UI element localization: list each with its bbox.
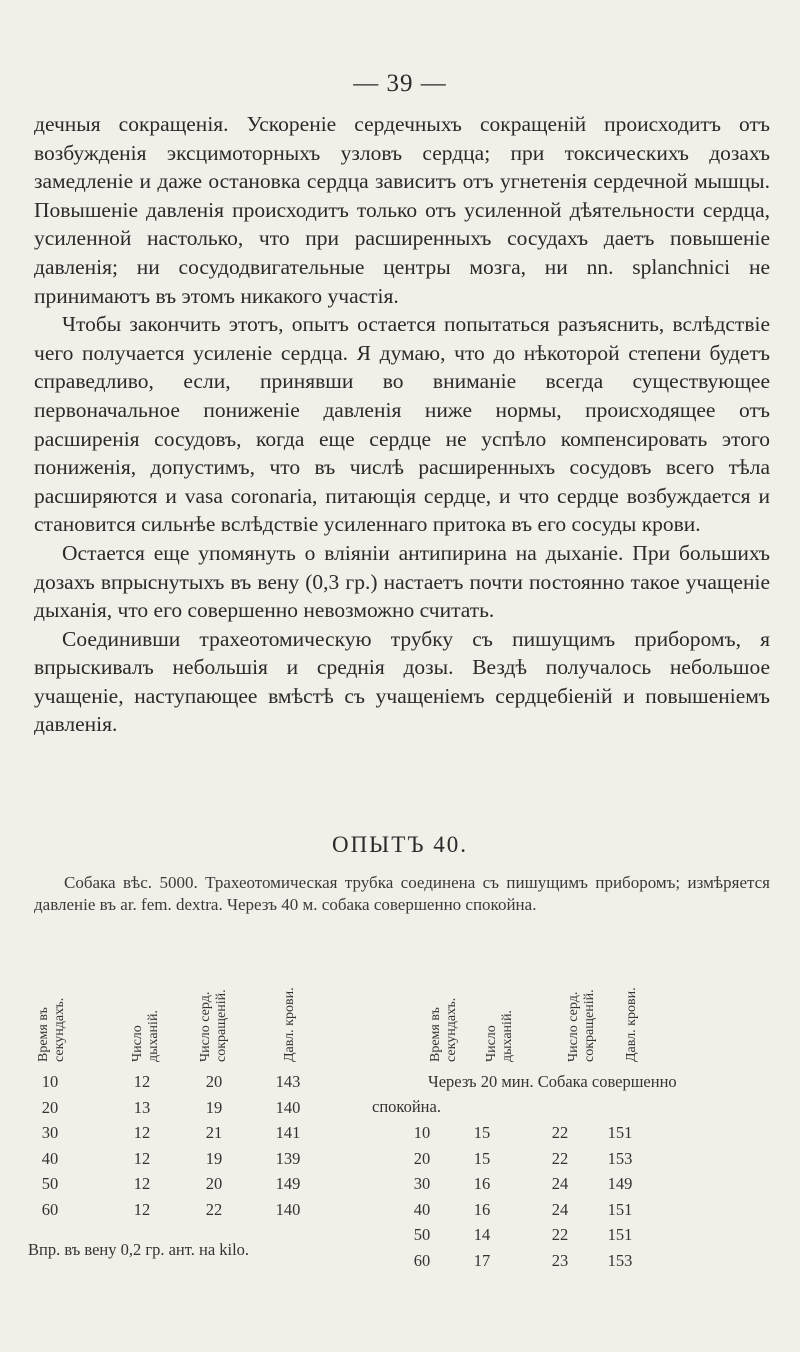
- left-table-cell: 12: [133, 1148, 151, 1168]
- right-table-cell: 22: [551, 1225, 569, 1244]
- right-table-cell: 23: [551, 1250, 569, 1270]
- header-pressure-right: Давл. крови.: [624, 987, 639, 1062]
- right-table-cell: 24: [551, 1199, 569, 1219]
- right-table-cell: 40: [413, 1199, 431, 1219]
- right-table-cell: 153: [607, 1148, 633, 1168]
- left-table-cell: 20: [205, 1072, 223, 1091]
- right-table-cell: 22: [551, 1123, 569, 1142]
- intro-text: Собака вѣс. 5000. Трахеотомическая трубка соединена съ пишущимъ приборомъ; измѣряется давленіе въ ar. fem. dextra. Черезъ 40 м. собака совершенно спокойна.: [34, 873, 770, 914]
- right-table-cell: 14: [473, 1225, 491, 1244]
- right-table-cell: 22: [551, 1148, 569, 1168]
- right-table-cell: 151: [607, 1123, 633, 1142]
- left-table-cell: 30: [41, 1123, 59, 1142]
- header-time-left: Время въ секундахъ.: [36, 997, 67, 1062]
- right-table-cell: 151: [607, 1225, 633, 1244]
- left-table-cell: 60: [41, 1199, 59, 1219]
- body-text: [34, 110, 770, 739]
- left-table-cell: 20: [41, 1097, 59, 1117]
- left-table-cell: 12: [133, 1072, 151, 1091]
- right-table-cell: 151: [607, 1199, 633, 1219]
- left-table-cell: 20: [205, 1174, 223, 1193]
- right-table-cell: 16: [473, 1174, 491, 1193]
- paragraph: Чтобы закончить этотъ, опытъ остается попытаться разъяснить, вслѣдствіе чего получается усиленіе сердца. Я думаю, что до нѣкоторой степени будетъ справедливо, если, принявши во вниманіе всегда существующее первоначальное пониженіе давленія ниже нормы, происходящее отъ расширенія сосудовъ, когда еще сердце не успѣло компенсировать этого пониженія, допустимъ, что въ числѣ расширенныхъ сосудовъ всего тѣла расширяются и vasa coronaria, питающія сердце, и что сердце возбуждается и становится сильнѣе вслѣдствіе усиленнаго притока въ его сосуды крови.: [34, 312, 770, 537]
- right-table-cell: 20: [413, 1148, 431, 1168]
- left-table-cell: 19: [205, 1148, 223, 1168]
- left-table-cell: 50: [41, 1174, 59, 1193]
- header-resp-right: Число дыханій.: [484, 1010, 515, 1062]
- left-table-cell: 149: [275, 1174, 301, 1193]
- experiment-intro: [34, 872, 770, 915]
- paragraph: дечныя сокращенія. Ускореніе сердечныхъ сокращеній происходитъ отъ возбужденія эксцимоторныхъ узловъ сердца; при токсическихъ дозахъ замедленіе и даже остановка сердца зависитъ отъ угнетенія сердечной мышцы. Повышеніе давленія происходитъ только отъ усиленной дѣятельности сердца, усиленной настолько, что при расширенныхъ сосудахъ даетъ повышеніе давленія; ни сосудодвигательные центры мозга, ни nn. splanchnici не принимаютъ въ этомъ никакого участія.: [34, 112, 770, 308]
- right-table-cell: 16: [473, 1199, 491, 1219]
- left-table-cell: 13: [133, 1097, 151, 1117]
- left-table-cell: 143: [275, 1072, 301, 1091]
- right-note: Черезъ 20 мин. Собака совершенно: [428, 1072, 677, 1091]
- page-number: — 39 —: [353, 70, 447, 97]
- left-table-cell: 140: [275, 1097, 301, 1117]
- left-table-cell: 139: [275, 1148, 301, 1168]
- left-table-cell: 21: [205, 1123, 223, 1142]
- paragraph: Соединивши трахеотомическую трубку съ пишущимъ приборомъ, я впрыскивалъ небольшія и среднія дозы. Вездѣ получалось небольшое учащеніе, наступающее вмѣстѣ съ учащеніемъ сердцебіеній и повышеніемъ давленія.: [34, 626, 770, 737]
- right-note-cont: спокойна.: [372, 1097, 441, 1116]
- left-table-cell: 12: [133, 1123, 151, 1142]
- header-resp-left: Число дыханій.: [130, 1010, 161, 1062]
- left-table-cell: 19: [205, 1097, 223, 1117]
- left-table-cell: 22: [205, 1199, 223, 1219]
- right-table-cell: 60: [413, 1250, 431, 1270]
- left-table-cell: 12: [133, 1174, 151, 1193]
- header-heart-right: Число серд. сокращеній.: [566, 989, 597, 1062]
- left-table-cell: 141: [275, 1123, 301, 1142]
- header-time-right: Время въ секундахъ.: [428, 997, 459, 1062]
- right-table-cell: 50: [413, 1225, 431, 1244]
- injection-note: Впр. въ вену 0,2 гр. ант. на kilo.: [28, 1240, 250, 1259]
- right-table-cell: 10: [413, 1123, 431, 1142]
- header-heart-left: Число серд. сокращеній.: [198, 989, 229, 1062]
- right-table-cell: 15: [473, 1123, 491, 1142]
- left-table-cell: 12: [133, 1199, 151, 1219]
- right-table-cell: 153: [607, 1250, 633, 1270]
- right-table-cell: 30: [413, 1174, 431, 1193]
- header-pressure-left: Давл. крови.: [282, 987, 297, 1062]
- right-table-cell: 15: [473, 1148, 491, 1168]
- experiment-title: ОПЫТЪ 40.: [331, 832, 469, 857]
- left-table-cell: 10: [41, 1072, 59, 1091]
- paragraph: Остается еще упомянуть о вліяніи антипирина на дыханіе. При большихъ дозахъ впрыснутыхъ въ вену (0,3 гр.) настаетъ почти постоянно такое учащеніе дыханія, что его совершенно невозможно считать.: [34, 540, 770, 623]
- right-table-cell: 17: [473, 1250, 491, 1270]
- right-table-cell: 149: [607, 1174, 633, 1193]
- left-table-cell: 40: [41, 1148, 59, 1168]
- right-table-cell: 24: [551, 1174, 569, 1193]
- left-table-cell: 140: [275, 1199, 301, 1219]
